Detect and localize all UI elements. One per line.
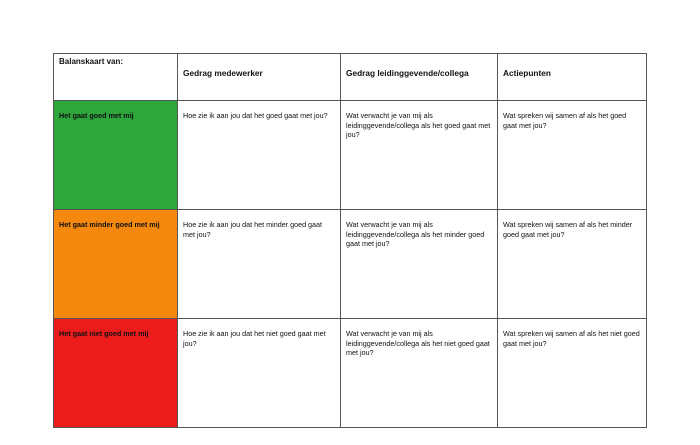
row-label-not-going-well: Het gaat niet goed met mij bbox=[54, 319, 178, 428]
cell-employee-going-less-well: Hoe zie ik aan jou dat het minder goed gaat met jou? bbox=[178, 210, 341, 319]
row-going-well bbox=[54, 101, 647, 210]
balance-card-table bbox=[53, 53, 647, 428]
header-row bbox=[54, 54, 647, 101]
cell-actions-going-well: Wat spreken wij samen af als het goed gaat met jou? bbox=[498, 101, 647, 210]
cell-employee-not-going-well: Hoe zie ik aan jou dat het niet goed gaat met jou? bbox=[178, 319, 341, 428]
column-header-action-points: Actiepunten bbox=[498, 54, 647, 101]
cell-employee-going-well: Hoe zie ik aan jou dat het goed gaat met jou? bbox=[178, 101, 341, 210]
row-label-going-well: Het gaat goed met mij bbox=[54, 101, 178, 210]
cell-actions-not-going-well: Wat spreken wij samen af als het niet goed gaat met jou? bbox=[498, 319, 647, 428]
column-header-manager-behavior: Gedrag leidinggevende/collega bbox=[341, 54, 498, 101]
cell-manager-going-less-well: Wat verwacht je van mij als leidinggevende/collega als het minder goed gaat met jou? bbox=[341, 210, 498, 319]
cell-actions-going-less-well: Wat spreken wij samen af als het minder goed gaat met jou? bbox=[498, 210, 647, 319]
cell-manager-not-going-well: Wat verwacht je van mij als leidinggevende/collega als het niet goed gaat met jou? bbox=[341, 319, 498, 428]
row-going-less-well bbox=[54, 210, 647, 319]
corner-label: Balanskaart van: bbox=[54, 54, 178, 101]
column-header-employee-behavior: Gedrag medewerker bbox=[178, 54, 341, 101]
row-not-going-well bbox=[54, 319, 647, 428]
row-label-going-less-well: Het gaat minder goed met mij bbox=[54, 210, 178, 319]
cell-manager-going-well: Wat verwacht je van mij als leidinggevende/collega als het goed gaat met jou? bbox=[341, 101, 498, 210]
